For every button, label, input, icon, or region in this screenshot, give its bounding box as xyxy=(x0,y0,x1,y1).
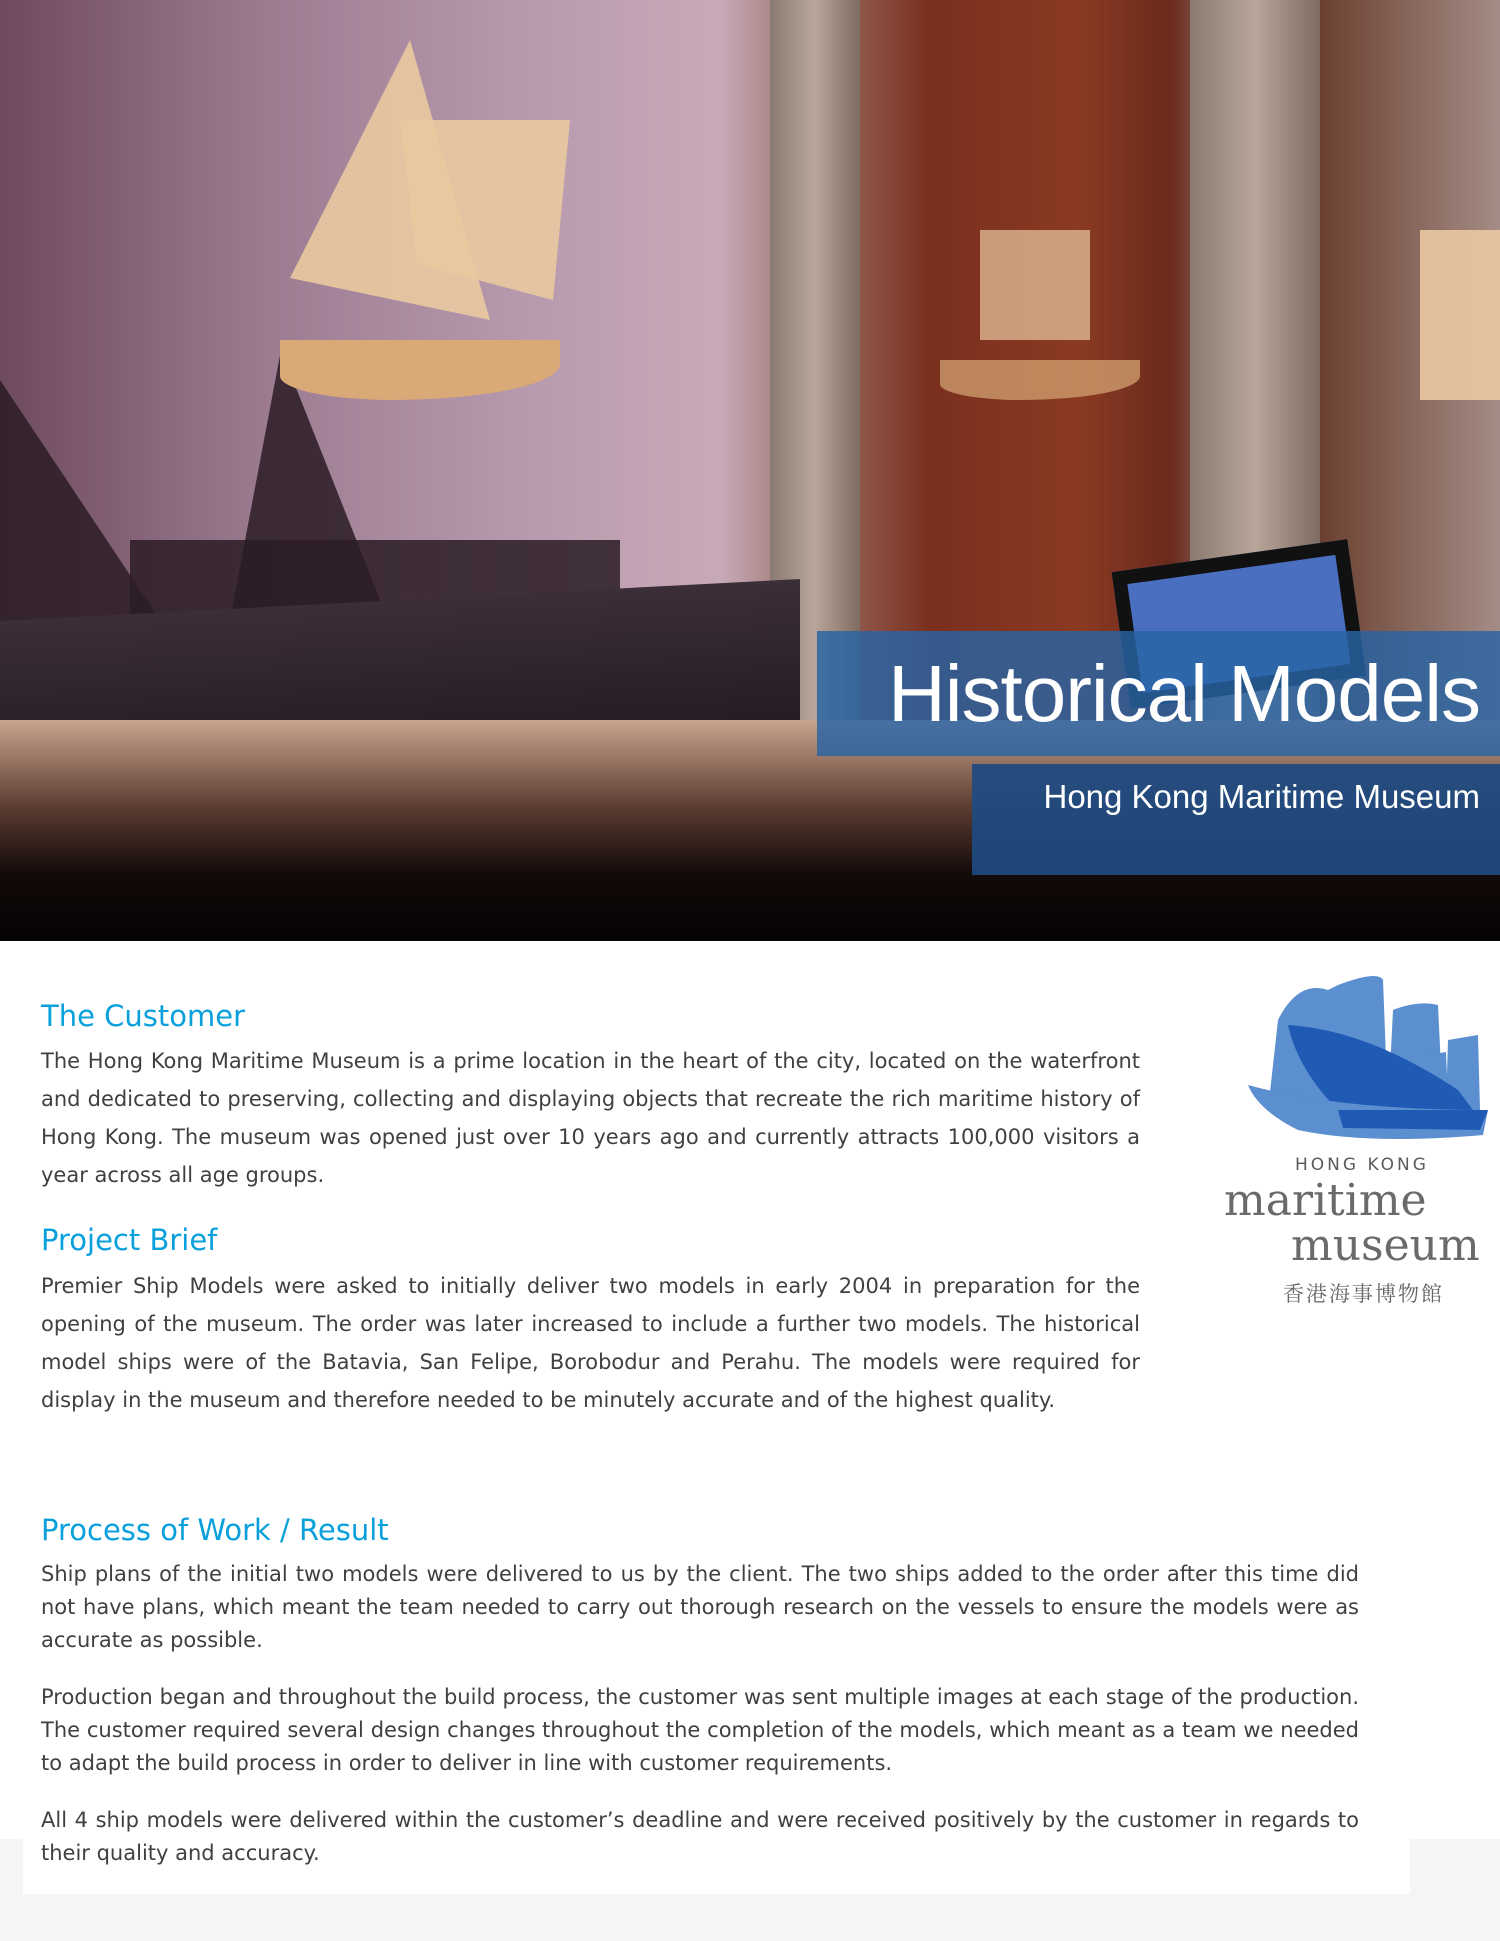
customer-body: The Hong Kong Maritime Museum is a prime location in the heart of the city, located on the waterfront and dedicated to preserving, collecting and displaying objects that recreate the rich maritime history of Hong Kong. The museum was opened just over 10 years ago and currently attracts 100,000 visitors a year across all age groups. xyxy=(41,1049,1140,1187)
museum-logo xyxy=(1218,960,1488,1310)
logo-text-maritime: maritime xyxy=(1224,1175,1427,1226)
subtitle-banner xyxy=(972,764,1500,875)
hero-ship-sail xyxy=(980,230,1090,340)
hero-ship-hull xyxy=(940,360,1140,400)
project-brief-body: Premier Ship Models were asked to initially deliver two models in early 2004 in preparation for the opening of the museum. The order was later increased to include a further two models. The historical model ships were of the Batavia, San Felipe, Borobodur and Perahu. The models were required for display in the museum and therefore needed to be minutely accurate and of the highest quality. xyxy=(41,1274,1140,1412)
hero-image xyxy=(0,0,1500,941)
process-paragraph-2: Production began and throughout the build process, the customer was sent multiple images at each stage of the production. The customer required several design changes throughout the completion of the models, which meant as a team we needed to adapt the build process in order to deliver in line with customer requirements. xyxy=(41,1685,1359,1775)
page-title: Historical Models xyxy=(887,649,1480,738)
process-paragraph-1: Ship plans of the initial two models were delivered to us by the client. The two ships added to the order after this time did not have plans, which meant the team needed to carry out thorough research on the vessels to ensure the models were as accurate as possible. xyxy=(41,1562,1359,1652)
junk-ship-logo-icon xyxy=(1218,960,1488,1150)
logo-text-museum: museum xyxy=(1291,1220,1480,1271)
title-banner xyxy=(817,631,1500,756)
page-subtitle: Hong Kong Maritime Museum xyxy=(1043,778,1480,815)
customer-heading: The Customer xyxy=(41,999,246,1033)
hero-ship-sail xyxy=(1420,230,1500,400)
process-heading: Process of Work / Result xyxy=(41,1513,389,1547)
logo-text-hong-kong: HONG KONG xyxy=(1295,1155,1429,1175)
hero-ship-hull xyxy=(280,340,560,400)
logo-text-chinese: 香港海事博物館 xyxy=(1283,1282,1444,1306)
project-brief-heading: Project Brief xyxy=(41,1223,218,1257)
process-paragraph-3: All 4 ship models were delivered within the customer’s deadline and were received positively by the customer in regards to their quality and accuracy. xyxy=(41,1808,1359,1865)
